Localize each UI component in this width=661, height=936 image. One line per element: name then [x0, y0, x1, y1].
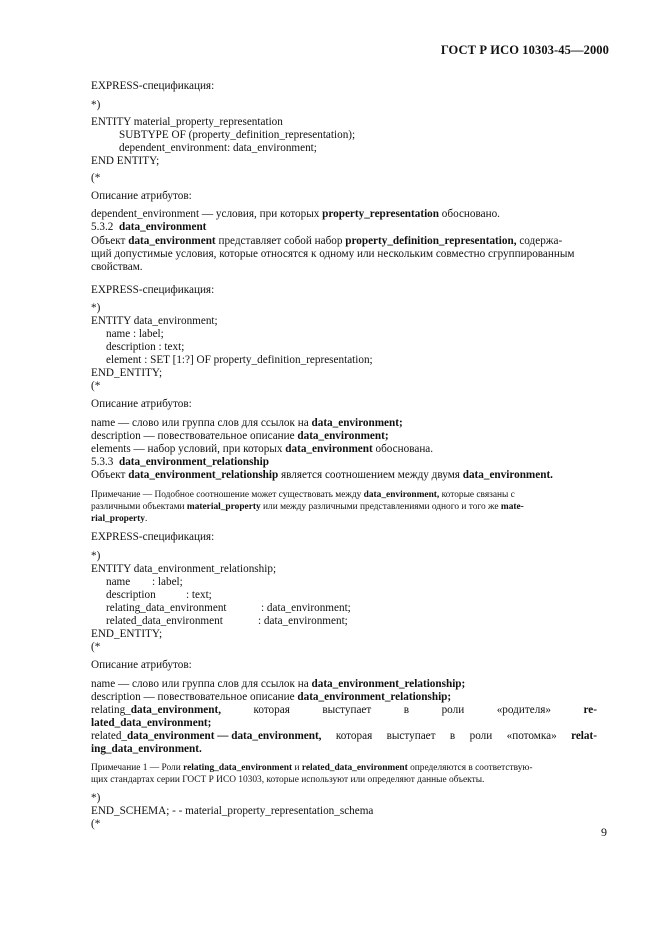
attribute-description: relating_data_environment, которая выступает в роли «родителя» re-: [91, 704, 597, 716]
section-paragraph-line: Объект data_environment представляет собой набор property_definition_representation, содержа-: [91, 235, 563, 247]
code-subtype: SUBTYPE OF (property_definition_representation);: [119, 129, 356, 141]
attribute-description-cont: ing_data_environment.: [91, 743, 202, 755]
attribute-description: name — слово или группа слов для ссылок на data_environment;: [91, 417, 403, 429]
attribute-description: description — повествовательное описание data_environment_relationship;: [91, 691, 452, 703]
note-line: rial_property.: [91, 514, 148, 524]
section-paragraph-line: Объект data_environment_relationship является соотношением между двумя data_environment.: [91, 469, 553, 481]
attribute-description: elements — набор условий, при которых data_environment обоснована.: [91, 443, 434, 455]
attributes-title: Описание атрибутов:: [91, 190, 192, 202]
code-attribute: description : text;: [106, 341, 185, 353]
note-line: различными объектами material_property или между различными представлениями одного и того же mate-: [91, 502, 524, 512]
code-close: (*: [91, 172, 101, 184]
code-open: *): [91, 302, 101, 314]
code-end-schema: END_SCHEMA; - - material_property_representation_schema: [91, 805, 374, 817]
code-entity: ENTITY material_property_representation: [91, 116, 283, 128]
code-end-entity: END_ENTITY;: [91, 628, 163, 640]
section-paragraph-line: свойствам.: [91, 261, 143, 273]
section-paragraph-line: щий допустимые условия, которые относятся к одному или нескольким совместно сгруппированным: [91, 248, 575, 260]
page-number: 9: [601, 825, 607, 839]
document-header: ГОСТ Р ИСО 10303-45—2000: [440, 43, 609, 57]
attribute-description-cont: lated_data_environment;: [91, 717, 212, 729]
note-line: Примечание — Подобное соотношение может существовать между data_environment, которые связаны с: [91, 490, 515, 500]
code-attribute: dependent_environment: data_environment;: [119, 142, 317, 154]
code-attribute: element : SET [1:?] OF property_definition_representation;: [106, 354, 373, 366]
code-end-entity: END ENTITY;: [91, 155, 160, 167]
code-close: (*: [91, 380, 101, 392]
code-open: *): [91, 792, 101, 804]
note-line: Примечание 1 — Роли relating_data_environment и related_data_environment определяются в соответствую-: [91, 763, 533, 773]
code-attribute: related_data_environment : data_environment;: [106, 615, 348, 627]
code-attribute: name : label;: [106, 328, 164, 340]
code-attribute: name : label;: [106, 576, 183, 588]
express-spec-label: EXPRESS-спецификация:: [91, 531, 215, 543]
code-open: *): [91, 99, 101, 111]
code-attribute: description : text;: [106, 589, 212, 601]
section-heading-5-3-3: 5.3.3 data_environment_relationship: [91, 456, 269, 468]
express-spec-label: EXPRESS-спецификация:: [91, 284, 215, 296]
section-heading-5-3-2: 5.3.2 data_environment: [91, 221, 207, 233]
attributes-title: Описание атрибутов:: [91, 659, 192, 671]
attribute-description: dependent_environment — условия, при которых property_representation обосновано.: [91, 208, 500, 220]
attribute-description: related_data_environment — data_environment, которая выступает в роли «потомка» relat-: [91, 730, 597, 742]
code-close: (*: [91, 818, 101, 830]
code-close: (*: [91, 641, 101, 653]
code-entity: ENTITY data_environment;: [91, 315, 218, 327]
code-attribute: relating_data_environment : data_environment;: [106, 602, 351, 614]
attributes-title: Описание атрибутов:: [91, 398, 192, 410]
attribute-description: name — слово или группа слов для ссылок на data_environment_relationship;: [91, 678, 466, 690]
code-entity: ENTITY data_environment_relationship;: [91, 563, 277, 575]
attribute-description: description — повествовательное описание data_environment;: [91, 430, 389, 442]
note-line: щих стандартах серии ГОСТ Р ИСО 10303, которые используют или определяют данные объекты.: [91, 775, 485, 785]
code-open: *): [91, 550, 101, 562]
express-spec-label: EXPRESS-спецификация:: [91, 80, 215, 92]
code-end-entity: END_ENTITY;: [91, 367, 163, 379]
